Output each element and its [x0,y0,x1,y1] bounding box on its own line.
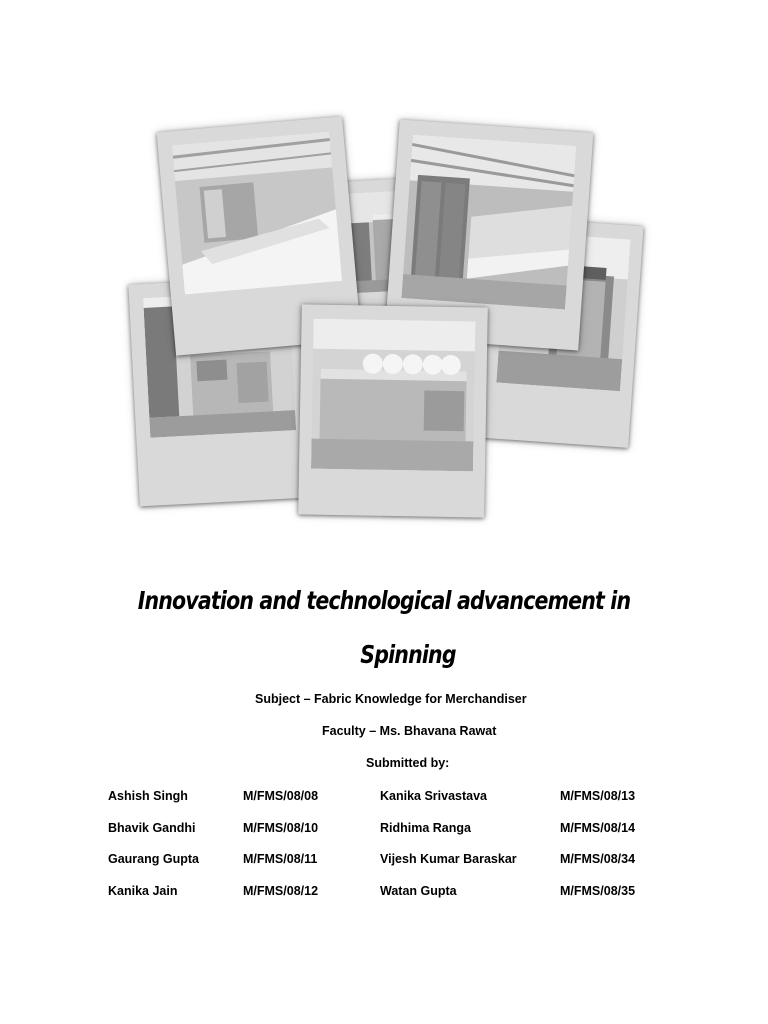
spinning-machine-photo [401,134,576,309]
photo-collage [120,118,660,518]
faculty-line: Faculty – Ms. Bhavana Rawat [322,724,497,738]
student-name: Ridhima Ranga [380,821,471,835]
student-name: Watan Gupta [380,884,457,898]
spinning-machine-photo [172,131,342,294]
photo-frame [298,304,488,517]
student-roll: M/FMS/08/14 [560,821,636,835]
student-roll: M/FMS/08/12 [243,884,319,898]
student-name: Gaurang Gupta [108,852,199,866]
student-roll: M/FMS/08/11 [243,852,318,866]
document-title-line-1: Innovation and technological advancement in [137,586,631,615]
spinning-machine-photo [311,319,476,472]
student-name: Kanika Jain [108,884,178,898]
document-title-line-2: Spinning [360,640,456,669]
student-roll: M/FMS/08/10 [243,821,319,835]
student-name: Bhavik Gandhi [108,821,196,835]
student-name: Kanika Srivastava [380,789,488,803]
student-roll: M/FMS/08/34 [560,852,636,866]
student-name: Ashish Singh [108,789,188,803]
student-name: Vijesh Kumar Baraskar [380,852,517,866]
submitted-by-label: Submitted by: [366,756,450,770]
student-roll: M/FMS/08/35 [560,884,636,898]
subject-line: Subject – Fabric Knowledge for Merchandiser [255,692,527,706]
student-roll: M/FMS/08/13 [560,789,636,803]
student-roll: M/FMS/08/08 [243,789,319,803]
